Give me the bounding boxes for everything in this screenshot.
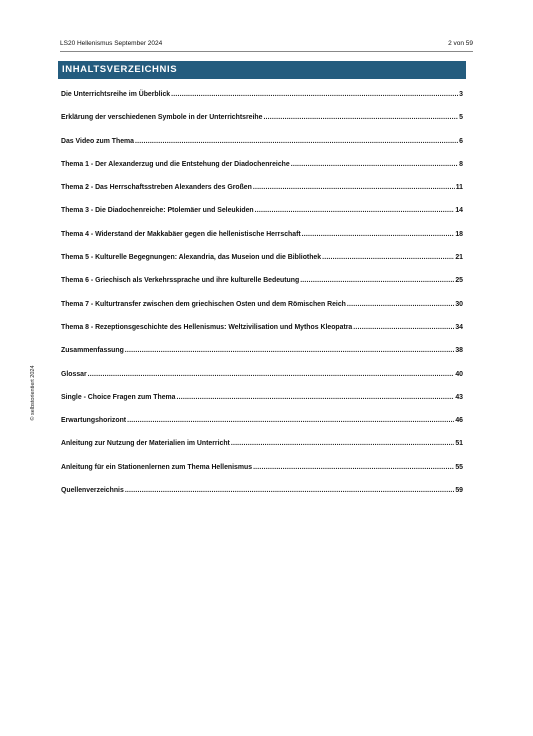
toc-entry-leader [125, 487, 455, 494]
toc-entry-leader [300, 277, 454, 284]
toc-entry[interactable] [61, 394, 463, 417]
page-header [60, 40, 473, 52]
toc-heading: INHALTSVERZEICHNIS [58, 61, 466, 79]
toc-entry-page: 11 [455, 184, 463, 192]
toc-entry-leader [125, 347, 455, 354]
toc-entry-page: 43 [455, 393, 463, 401]
toc-entry[interactable] [61, 138, 463, 161]
toc-entry-leader [88, 371, 455, 378]
toc-entry-leader [291, 161, 458, 168]
toc-entry[interactable] [61, 371, 463, 394]
toc-entry-title: Anleitung für ein Stationenlernen zum Thema Hellenismus [61, 463, 253, 471]
toc-entry-title: Quellenverzeichnis [61, 487, 124, 495]
toc-entry-leader [255, 207, 455, 214]
toc-entry-page: 51 [455, 440, 463, 448]
toc-entry-title: Thema 1 - Der Alexanderzug und die Entstehung der Diadochenreiche [61, 160, 290, 168]
toc-entry-title: Die Unterrichtsreihe im Überblick [61, 91, 171, 98]
toc-entry-page: 34 [455, 323, 463, 331]
toc-entry-page: 30 [455, 300, 463, 308]
toc-entry-leader [253, 464, 454, 471]
toc-entry[interactable] [61, 464, 463, 487]
toc-entry[interactable] [61, 231, 463, 254]
toc-entry[interactable] [61, 301, 463, 324]
toc-entry-leader [176, 394, 454, 401]
toc-entry-page: 21 [455, 254, 463, 262]
toc-entry-page: 46 [455, 417, 463, 425]
toc-entry-title: Erklärung der verschiedenen Symbole in der Unterrichtsreihe [61, 114, 263, 122]
toc-entry-title: Thema 8 - Rezeptionsgeschichte des Hellenismus: Weltzivilisation und Mythos Kleopatra [61, 323, 353, 331]
toc-entry-leader [231, 440, 454, 447]
toc-entry[interactable] [61, 254, 463, 277]
toc-entry-title: Thema 5 - Kulturelle Begegnungen: Alexandria, das Museion und die Bibliothek [61, 254, 322, 262]
toc-entry-leader [353, 324, 454, 331]
toc-entry-page: 25 [455, 277, 463, 285]
toc-entry-leader [263, 114, 458, 121]
toc-entry[interactable] [61, 207, 463, 230]
toc-entry[interactable] [61, 277, 463, 300]
toc-entry[interactable] [61, 114, 463, 137]
toc-entry[interactable] [61, 487, 463, 510]
toc-entry-title: Thema 4 - Widerstand der Makkabäer gegen die hellenistische Herrschaft [61, 230, 301, 238]
header-divider [60, 51, 473, 52]
toc-entry-title: Thema 7 - Kulturtransfer zwischen dem griechischen Osten und dem Römischen Reich [61, 300, 346, 308]
toc-entry-leader [127, 417, 454, 424]
document-title: LS20 Hellenismus September 2024 [60, 40, 163, 47]
toc-entry-page: 6 [459, 137, 463, 145]
toc-entry-page: 55 [455, 463, 463, 471]
toc-entry-page: 38 [455, 347, 463, 355]
toc-entry-title: Erwartungshorizont [61, 417, 127, 425]
toc-entry[interactable] [61, 184, 463, 207]
toc-entry-page: 59 [455, 487, 463, 495]
toc-entry-page: 40 [455, 370, 463, 378]
toc-entry-page: 8 [459, 160, 463, 168]
toc-entry-page: 14 [455, 207, 463, 215]
toc-entry-leader [135, 138, 458, 145]
toc-entry-leader [347, 301, 454, 308]
toc-entry[interactable] [61, 324, 463, 347]
toc-entry-page: 5 [459, 114, 463, 122]
copyright-notice: © selbstorientiert 2024 [30, 365, 36, 421]
toc-entry-title: Anleitung zur Nutzung der Materialien im Unterricht [61, 440, 230, 448]
toc-entry-leader [171, 91, 458, 98]
toc-entry[interactable] [61, 347, 463, 370]
toc-entry-leader [253, 184, 455, 191]
toc-entry[interactable] [61, 417, 463, 440]
toc-list [61, 91, 463, 510]
toc-entry-title: Thema 6 - Griechisch als Verkehrssprache und ihre kulturelle Bedeutung [61, 277, 300, 285]
toc-entry[interactable] [61, 91, 463, 114]
toc-entry[interactable] [61, 440, 463, 463]
toc-entry-leader [322, 254, 454, 261]
toc-entry-title: Glossar [61, 370, 87, 378]
toc-entry-title: Thema 3 - Die Diadochenreiche: Ptolemäer und Seleukiden [61, 207, 254, 215]
toc-entry-title: Das Video zum Thema [61, 137, 135, 145]
toc-entry[interactable] [61, 161, 463, 184]
toc-entry-leader [302, 231, 455, 238]
page-number: 2 von 59 [448, 40, 473, 47]
toc-entry-title: Thema 2 - Das Herrschaftsstreben Alexanders des Großen [61, 184, 252, 192]
toc-entry-page: 3 [459, 91, 463, 98]
toc-entry-title: Zusammenfassung [61, 347, 124, 355]
toc-entry-title: Single - Choice Fragen zum Thema [61, 393, 176, 401]
toc-entry-page: 18 [455, 230, 463, 238]
